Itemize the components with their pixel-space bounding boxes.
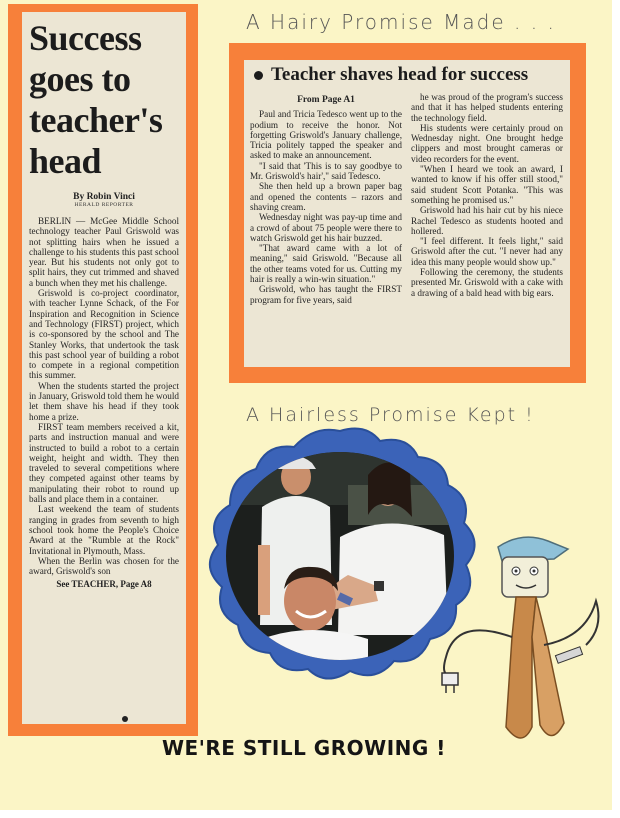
right-paragraph: he was proud of the program's success and that it has helped students entering the technology field. xyxy=(411,92,563,123)
right-headline: Teacher shaves head for success xyxy=(271,64,529,85)
right-clipping xyxy=(244,60,570,367)
bullet-icon xyxy=(122,716,128,722)
right-article-columns xyxy=(250,92,564,305)
left-jump-line: See TEACHER, Page A8 xyxy=(56,579,152,590)
caption-middle: A Hairless Promise Kept ! xyxy=(246,404,535,426)
left-headline: Success goes to teacher's head xyxy=(29,18,163,181)
right-paragraph: His students were certainly proud on Wednesday night. One brought hedge clippers and most brought cameras or video recorders for the event. xyxy=(411,122,563,164)
left-byline: By Robin Vinci xyxy=(73,192,135,202)
right-paragraph: "When I heard we took an award, I wanted to know if his offer still stood," said student Scott Potanka. "This was something he promised us." xyxy=(411,164,563,205)
left-byline-role: HERALD REPORTER xyxy=(74,202,134,208)
right-column-2 xyxy=(411,92,563,305)
left-paragraph: Griswold is co-project coordinator, with teacher Lynne Schack, of the For Inspiration and Recognition in Science and Technology (FIRST) project, which is co-sponsored by the school and The Stanley Works, that undertook the task this past school year of building a robot to compete in a regional competition this summer. xyxy=(29,288,179,381)
right-paragraph: Wednesday night was pay-up time and a crowd of about 75 people were there to watch Griswold get his hair buzzed. xyxy=(250,212,402,243)
left-paragraph: FIRST team members received a kit, parts and instruction manual and were instructed to build a robot to a certain weight, height and width. They then traveled to several competitions where they competed against other teams by manipulating their robot to round up balls and place them in a container. xyxy=(29,421,179,505)
from-page-label: From Page A1 xyxy=(297,95,355,105)
left-paragraph: BERLIN — McGee Middle School technology teacher Paul Griswold was not splitting hairs when he issued a challenge to his students this past school year. But his students not only got to split hairs, they cut trimmed and shaved a bunch when they met his challenge. xyxy=(29,216,179,288)
footer-caption: WE'RE STILL GROWING ! xyxy=(162,736,446,760)
bullet-icon xyxy=(254,71,263,80)
right-paragraph: "I said that 'This is to say goodbye to Mr. Griswold's hair'," said Tedesco. xyxy=(250,160,402,182)
left-article-body xyxy=(29,216,179,576)
right-paragraph: Griswold had his hair cut by his niece Rachel Tedesco as students hooted and hollered. xyxy=(411,205,563,236)
caption-top: A Hairy Promise Made . . . xyxy=(246,10,556,34)
right-column-1 xyxy=(250,92,402,305)
left-paragraph: When the students started the project in January, Griswold told them he would let them shave his head if they took home a prize. xyxy=(29,380,179,422)
left-clipping xyxy=(22,12,186,724)
robot-drawing xyxy=(436,527,616,777)
left-paragraph: Last weekend the team of students ranging in grades from seventh to high school took home the People's Choice Award at the "Rumble at the Rock" Invitational in Plymouth, Mass. xyxy=(29,504,179,556)
right-paragraph: "I feel different. It feels light," said Griswold after the cut. "I never had any idea this many people would show up." xyxy=(411,236,563,267)
right-paragraph: Following the ceremony, the students presented Mr. Griswold with a cake with a drawing of a bald head with big ears. xyxy=(411,267,563,298)
right-paragraph: Paul and Tricia Tedesco went up to the podium to receive the honor. Not forgetting Griswold's January challenge, Tricia politely tapped the speaker and asked to make an announcement. xyxy=(250,109,402,161)
right-paragraph: Griswold, who has taught the FIRST program for five years, said xyxy=(250,284,402,305)
right-headline-row xyxy=(254,64,564,86)
right-paragraph: "That award came with a lot of meaning," said Griswold. "Because all the other teams voted for us. Cutting my hair is really a win-win situation." xyxy=(250,243,402,285)
right-paragraph: She then held up a brown paper bag and opened the contents – razors and shaving cream. xyxy=(250,181,402,212)
left-paragraph: When the Berlin was chosen for the award, Griswold's son xyxy=(29,555,179,577)
